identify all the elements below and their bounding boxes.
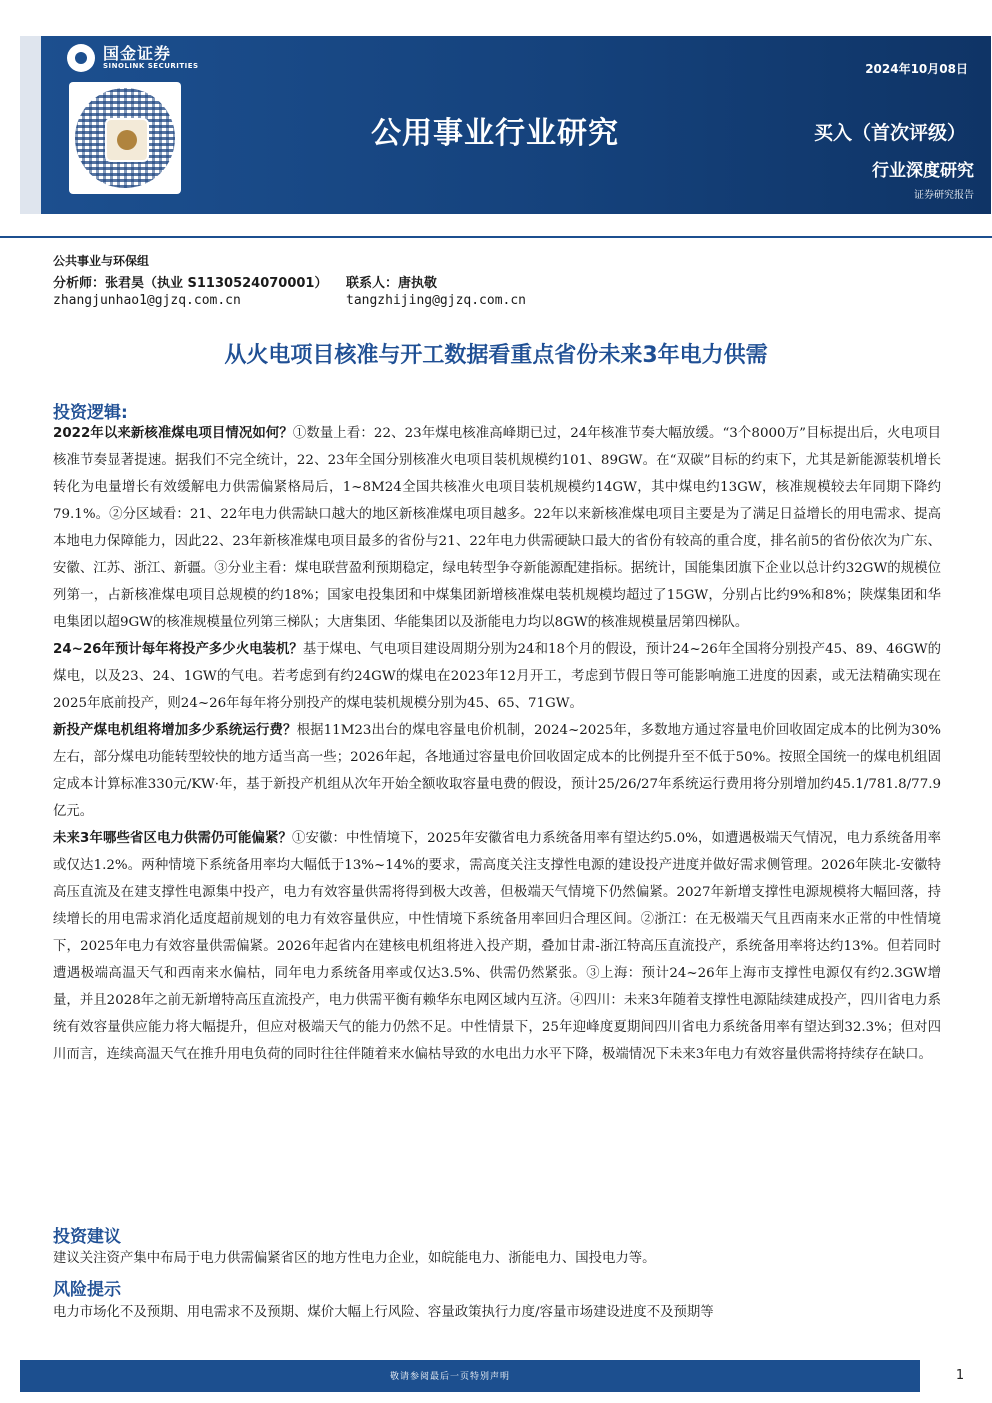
paragraph-text: 基于煤电、气电项目建设周期分别为24和18个月的假设，预计24~26年全国将分别投产45、89、46GW的煤电，以及23、24、1GW的气电。若考虑到有约24GW的煤电在2023年12月开工，考虑到节假日等可能影响施工进度的因素，或无法精确实现在2025年底前投产，则24~26年每年将分别投产的煤电装机规模分别为45、65、71GW。	[53, 642, 941, 711]
paragraph-text: 根据11M23出台的煤电容量电价机制，2024~2025年，多数地方通过容量电价回收固定成本的比例为30%左右，部分煤电功能转型较快的地方适当高一些；2026年起，各地通过容量电价回收固定成本的比例提升至不低于50%。按照全国统一的煤电机组固定成本计算标准330元/KW·年，基于新投产机组从次年开始全额收取容量电费的假设，预计25/26/27年系统运行费用将分别增加约45.1/781.8/77.9亿元。	[53, 723, 941, 819]
header-side-stripe	[20, 36, 41, 214]
report-category: 行业深度研究	[872, 161, 974, 181]
qr-center-logo-icon	[105, 118, 149, 162]
analyst-name: 分析师：张君昊（执业 S1130524070001）	[53, 276, 328, 291]
paragraph-lead: 24~26年预计每年将投产多少火电装机？	[53, 642, 303, 657]
paragraph-text: 电力市场化不及预期、用电需求不及预期、煤价大幅上行风险、容量政策执行力度/容量市场建设进度不及预期等	[53, 1305, 714, 1320]
paragraph-lead: 新投产煤电机组将增加多少系统运行费？	[53, 723, 297, 738]
research-group: 公共事业与环保组	[53, 254, 150, 268]
document-title: 从火电项目核准与开工数据看重点省份未来3年电力供需	[224, 343, 768, 368]
paragraph-lead: 2022年以来新核准煤电项目情况如何？	[53, 426, 293, 441]
contact-email[interactable]: tangzhijing@gjzq.com.cn	[346, 293, 527, 308]
company-logo	[67, 44, 199, 72]
section-heading-risk: 风险提示	[53, 1280, 121, 1300]
page-number: 1	[955, 1368, 965, 1383]
page-footer	[0, 1360, 992, 1403]
logo-name-cn: 国金证券	[103, 43, 172, 63]
contact-name: 联系人：唐执敬	[346, 276, 438, 291]
paragraph-lead: 未来3年哪些省区电力供需仍可能偏紧？	[53, 831, 293, 846]
section-body-advice	[53, 1245, 941, 1272]
paragraph-text: 建议关注资产集中布局于电力供需偏紧省区的地方性电力企业，如皖能电力、浙能电力、国投电力等。	[53, 1251, 656, 1266]
qr-code-icon	[69, 82, 181, 194]
paragraph-text: ①安徽：中性情境下，2025年安徽省电力系统备用率有望达约5.0%，如遭遇极端天气情况，电力系统备用率或仅达1.2%。两种情境下系统备用率均大幅低于13%~14%的要求，需高度关注支撑性电源的建设投产进度并做好需求侧管理。2026年陕北-安徽特高压直流及在建支撑性电源集中投产，电力有效容量供需将得到极大改善，但极端天气情境下仍然偏紧。2027年新增支撑性电源规模将大幅回落，持续增长的用电需求消化适度超前规划的电力有效容量供应，中性情境下系统备用率回归合理区间。②浙江：在无极端天气且西南来水正常的中性情境下，2025年电力有效容量供需偏紧。2026年起省内在建核电机组将进入投产期，叠加甘肃-浙江特高压直流投产，系统备用率将达约13%。但若同时遭遇极端高温天气和西南来水偏枯，同年电力系统备用率或仅达3.5%、供需仍然紧张。③上海：预计24~26年上海市支撑性电源仅有约2.3GW增量，并且2028年之前无新增特高压直流投产，电力供需平衡有赖华东电网区域内互济。④四川：未来3年随着支撑性电源陆续建成投产，四川省电力系统有效容量供应能力将大幅提升，但应对极端天气的能力仍然不足。中性情景下，25年迎峰度夏期间四川省电力系统备用率有望达到32.3%；但对四川而言，连续高温天气在推升用电负荷的同时往往伴随着来水偏枯导致的水电出力水平下降，极端情况下未来3年电力有效容量供需将持续存在缺口。	[53, 831, 941, 1062]
report-type: 证券研究报告	[914, 190, 974, 201]
sinolink-logo-icon	[67, 44, 95, 72]
analyst-email[interactable]: zhangjunhao1@gjzq.com.cn	[53, 293, 241, 308]
logo-name-en: SINOLINK SECURITIES	[103, 61, 199, 70]
paragraph	[53, 636, 941, 717]
paragraph-text: ①数量上看：22、23年煤电核准高峰期已过，24年核准节奏大幅放缓。“3个8000万”目标提出后，火电项目核准节奏显著提速。据我们不完全统计，22、23年全国分别核准火电项目装机规模约101、89GW。在“双碳”目标的约束下，尤其是新能源装机增长转化为电量增长有效缓解电力供需偏紧格局后，1~8M24全国共核准火电项目装机规模约14GW，其中煤电约13GW，核准规模较去年同期下降约79.1%。②分区域看：21、22年电力供需缺口越大的地区新核准煤电项目越多。22年以来新核准煤电项目主要是为了满足日益增长的用电需求、提高本地电力保障能力，因此22、23年新核准煤电项目最多的省份与21、22年电力供需硬缺口最大的省份有较高的重合度，排名前5的省份依次为广东、安徽、江苏、浙江、新疆。③分业主看：煤电联营盈利预期稳定，绿电转型争夺新能源配建指标。据统计，国能集团旗下企业以总计约32GW的规模位列第一，占新核准煤电项目总规模的约18%；国家电投集团和中煤集团新增核准煤电装机规模均超过了15GW，分别占比约9%和8%；陕煤集团和华电集团以超9GW的核准规模量位列第三梯队；大唐集团、华能集团以及浙能电力均以8GW的核准规模量居第四梯队。	[53, 426, 941, 630]
section-heading-logic: 投资逻辑:	[53, 403, 128, 423]
paragraph	[53, 825, 941, 1068]
rating-badge: 买入（首次评级）	[813, 122, 966, 144]
header-divider	[0, 236, 992, 238]
section-body-risk	[53, 1299, 941, 1326]
paragraph	[53, 420, 941, 636]
footer-disclaimer: 敬请参阅最后一页特别声明	[389, 1372, 510, 1382]
paragraph	[53, 717, 941, 825]
section-heading-advice: 投资建议	[53, 1227, 121, 1247]
section-body-logic	[53, 420, 941, 1068]
industry-title: 公用事业行业研究	[371, 116, 619, 151]
report-date: 2024年10月08日	[865, 62, 968, 76]
